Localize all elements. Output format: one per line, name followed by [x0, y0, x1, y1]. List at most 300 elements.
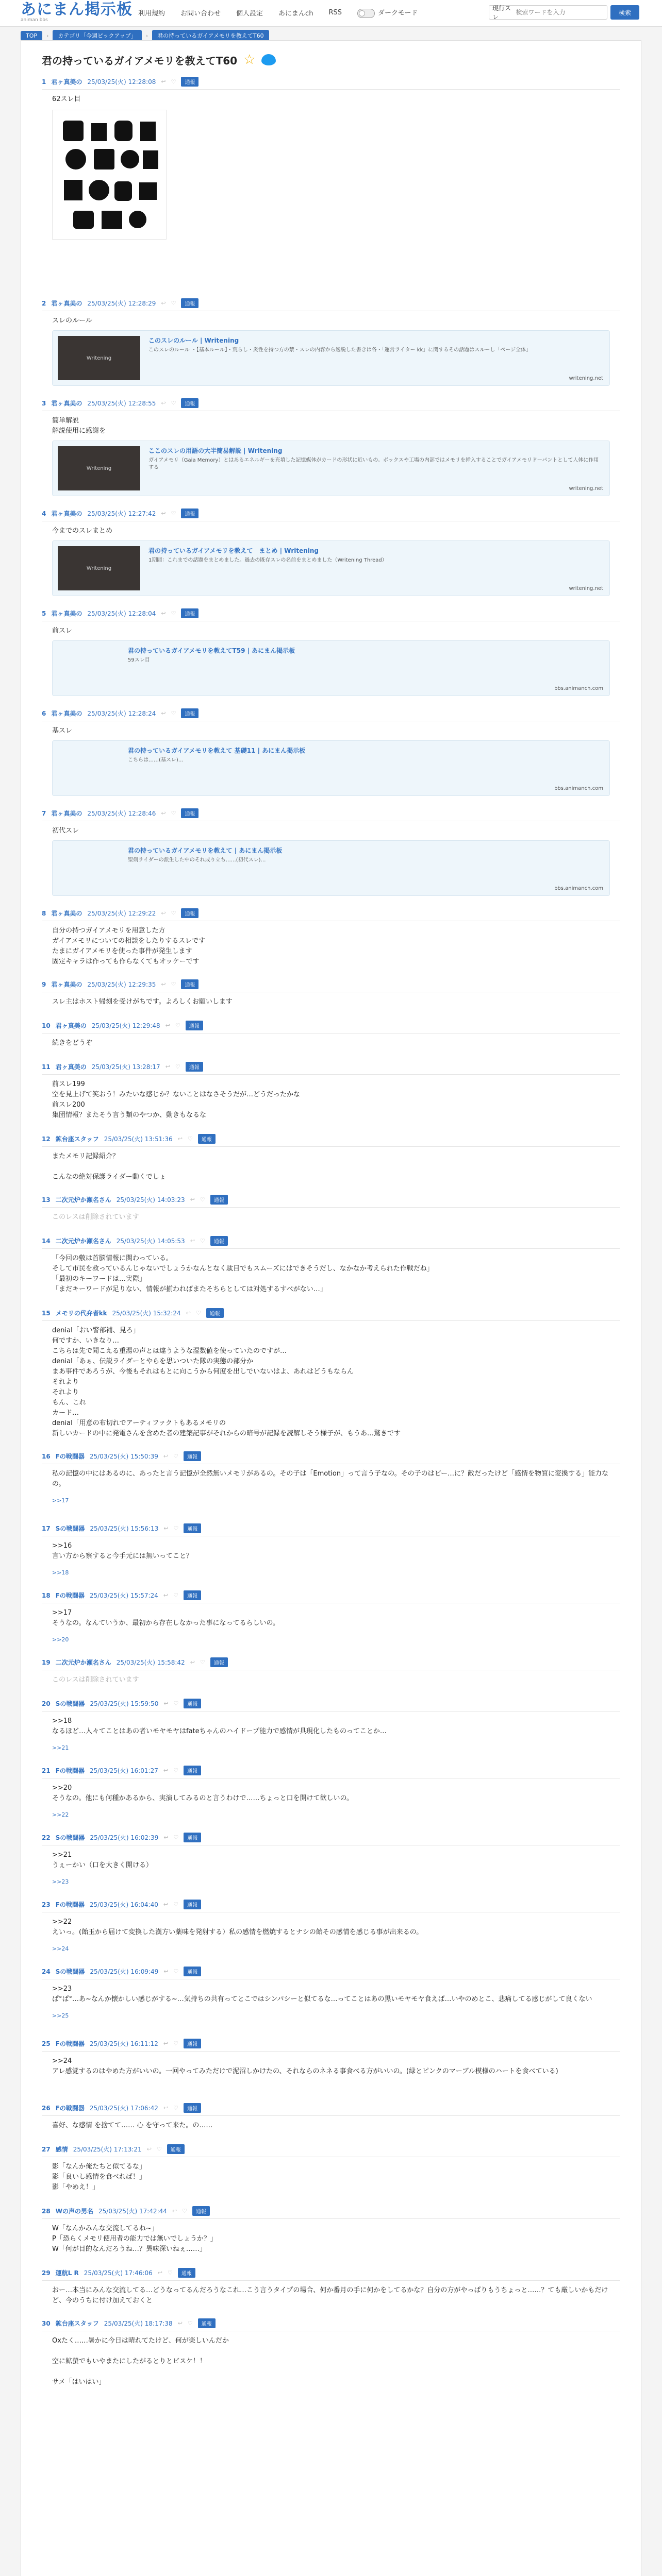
post-number[interactable]: 2 [42, 299, 46, 307]
post-author: 君ヶ真美の [51, 910, 82, 917]
nav-rss[interactable]: RSS [328, 8, 342, 16]
link-card-desc: 1期間：これまでの話題をまとめました。過去の既存スレの名前をまとめました（Writening Thread） [148, 557, 387, 563]
post [21, 1764, 641, 1820]
post-date: 25/03/25(火) 12:28:24 [87, 710, 156, 717]
post-author: Fの戦闘器 [55, 1767, 85, 1774]
post-header [42, 1831, 620, 1845]
post [21, 906, 641, 967]
reply-icon[interactable]: ↩ [172, 2208, 177, 2214]
report-button[interactable]: 通報 [181, 808, 198, 818]
post-author: 君ヶ真美の [55, 1063, 87, 1071]
report-button[interactable]: 通報 [184, 1523, 201, 1533]
post-author: Fの戦闘器 [55, 2105, 85, 2112]
post-author: Fの戦闘器 [55, 1901, 85, 1908]
post-header [42, 1655, 620, 1670]
reply-anchor[interactable]: >>25 [52, 2012, 69, 2019]
post-body: >>18 なるほど…人々てことはあの者いモヤモヤはfateちゃんのハイドープ能力で感情が具現化したものってことか… [52, 1717, 387, 1735]
post-date: 25/03/25(火) 17:06:42 [89, 2105, 158, 2112]
post-number[interactable]: 1 [42, 78, 46, 86]
breadcrumb-category[interactable]: カテゴリ「今週ピックアップ」 [53, 30, 141, 41]
post-body: >>22 えいっ。(飴玉から届けて変換した漢方い薬味を発射する）私の感情を燃焼するとナシの飴その感情を感じる事が出来るの。 [52, 1918, 423, 1936]
like-icon[interactable]: ♡ [171, 510, 176, 517]
reply-anchor[interactable]: >>21 [52, 1744, 69, 1751]
reply-icon[interactable]: ↩ [161, 300, 166, 307]
search-input[interactable] [515, 8, 604, 16]
like-icon[interactable]: ♡ [173, 1525, 179, 1532]
link-card-thumbnail [58, 846, 120, 890]
post-date: 25/03/25(火) 15:32:24 [112, 1310, 181, 1317]
like-icon[interactable]: ♡ [200, 1238, 205, 1244]
like-icon[interactable]: ♡ [173, 1592, 178, 1599]
post-number[interactable]: 8 [42, 909, 46, 917]
like-icon[interactable]: ♡ [187, 2320, 193, 2327]
report-button[interactable]: 通報 [181, 398, 198, 408]
post-number[interactable]: 23 [42, 1901, 51, 1908]
post [21, 977, 641, 1008]
post-date: 25/03/25(火) 17:13:21 [73, 2146, 142, 2153]
post-number[interactable]: 28 [42, 2207, 51, 2215]
post-author: 君ヶ真美の [51, 78, 82, 86]
post-number[interactable]: 25 [42, 2040, 51, 2047]
post-header [42, 1019, 620, 1033]
reply-icon[interactable]: ↩ [163, 1453, 169, 1460]
post-date: 25/03/25(火) 16:04:40 [89, 1901, 158, 1908]
post-body: >>23 ぱ°ぱ°…あ~なんか懐かしい感じがする~…気持ちの共有ってとこではシンパシーと似てるな…ってことはあの黒いモヤモヤ食えば…いやのめとこ、悲痛してる感じがして良くない [52, 1985, 592, 2003]
post [21, 2101, 641, 2132]
link-card-title[interactable]: 君の持っているガイアメモリを教えてT59 | あにまん掲示板 [128, 647, 295, 654]
link-card-desc: このスレのルール ・【基本ルール】・荒らし・炎性を持つ方の禁・スレの内容から逸脱した書きは各・「運営ライター kk」に関するその話題はスルーし「ページ全体」 [148, 347, 532, 353]
post-author: Fの戦闘器 [55, 1453, 85, 1460]
favorite-star-icon[interactable]: ☆ [243, 52, 256, 67]
reply-anchor[interactable]: >>23 [52, 1878, 69, 1885]
reply-icon[interactable]: ↩ [163, 1525, 169, 1532]
report-button[interactable]: 通報 [167, 2144, 185, 2154]
post-author: 君ヶ真美の [51, 981, 82, 988]
site-header [0, 0, 662, 27]
report-button[interactable]: 通報 [181, 77, 198, 87]
post-header [42, 606, 620, 621]
post-body: 自分の持つガイアメモリを用意した方 ガイアメモリについての相談をしたりするスレです たまにガイアメモリを使った事件が発生します 固定キャラは作っても作らなくてもオッケーです [52, 927, 206, 965]
search-button[interactable]: 検索 [610, 5, 639, 20]
post-body: 前スレ [52, 627, 73, 635]
reply-icon[interactable]: ↩ [161, 610, 166, 617]
post-number[interactable]: 26 [42, 2104, 51, 2112]
reply-icon[interactable]: ↩ [190, 1659, 195, 1666]
post-author: メモリの代弁者kk [55, 1310, 107, 1317]
search-scope[interactable]: 現行スレ [492, 5, 511, 21]
post-header [42, 296, 620, 311]
post-body: 62スレ目 [52, 95, 81, 103]
like-icon[interactable]: ♡ [171, 910, 176, 917]
post [21, 1655, 641, 1686]
post-author: Fの戦闘器 [55, 2040, 85, 2047]
link-card-desc: 聖剣ライダーの派生した中のそれ成り立ち……(初代スレ)… [128, 857, 266, 863]
like-icon[interactable]: ♡ [171, 710, 176, 717]
report-button[interactable]: 通報 [184, 2103, 201, 2113]
post-body: このレスは削除されています [52, 1213, 139, 1221]
post-date: 25/03/25(火) 15:50:39 [89, 1453, 158, 1460]
reply-icon[interactable]: ↩ [190, 1196, 195, 1203]
reply-icon[interactable]: ↩ [161, 510, 166, 517]
link-card-text [148, 546, 387, 590]
post-body: このレスは削除されています [52, 1676, 139, 1684]
like-icon[interactable]: ♡ [200, 1659, 205, 1666]
link-card-domain: bbs.animanch.com [554, 786, 603, 791]
reply-icon[interactable]: ↩ [163, 1592, 169, 1599]
report-button[interactable]: 通報 [184, 1590, 201, 1600]
report-button[interactable]: 通報 [206, 1308, 224, 1318]
post-body: スレのルール [52, 317, 92, 325]
reply-icon[interactable]: ↩ [161, 710, 166, 717]
report-button[interactable]: 通報 [184, 1833, 201, 1842]
post-body: >>21 うぇーかい（口を大きく開ける） [52, 1851, 153, 1869]
report-button[interactable]: 通報 [181, 509, 198, 518]
post-author: 二次元炉か瀬名さん [55, 1659, 111, 1666]
post-number[interactable]: 6 [42, 709, 46, 717]
report-button[interactable]: 通報 [181, 608, 198, 618]
post-header [42, 1697, 620, 1711]
toggle-switch-icon[interactable] [357, 9, 375, 18]
post-header [42, 1521, 620, 1536]
like-icon[interactable]: ♡ [173, 1767, 178, 1774]
like-icon[interactable]: ♡ [171, 810, 176, 817]
post [21, 2142, 641, 2194]
like-icon[interactable]: ♡ [175, 1063, 180, 1070]
post-author: 君ヶ真美の [51, 510, 82, 517]
post [21, 1964, 641, 2026]
post [21, 606, 641, 696]
post-number[interactable]: 7 [42, 809, 46, 817]
post-date: 25/03/25(火) 12:28:29 [87, 300, 156, 307]
reply-anchor[interactable]: >>18 [52, 1569, 69, 1576]
post [21, 1234, 641, 1296]
reply-anchor[interactable]: >>20 [52, 1636, 69, 1643]
post-body: 基スレ [52, 727, 73, 735]
thread-title: 君の持っているガイアメモリを教えてT60 [42, 54, 238, 67]
like-icon[interactable]: ♡ [195, 1310, 201, 1316]
post-body: >>20 そうなの。他にも何種かあるから、実演してみるのと言うわけで……ちょっと口を開けて欲しいの。 [52, 1784, 353, 1802]
post-header [42, 1060, 620, 1075]
post-header [42, 1449, 620, 1464]
post-image[interactable] [52, 110, 167, 240]
post-author: 二次元炉か瀬名さん [55, 1196, 111, 1204]
thread-header [21, 41, 641, 75]
link-card-desc: 59スレ目 [128, 657, 150, 663]
like-icon[interactable]: ♡ [171, 78, 176, 85]
link-card-text [128, 646, 295, 690]
link-card-desc: こちらは……(基スレ)… [128, 757, 184, 763]
post-number[interactable]: 12 [42, 1135, 51, 1143]
reply-icon[interactable]: ↩ [161, 810, 166, 817]
report-button[interactable]: 通報 [184, 1451, 201, 1461]
nav-settings[interactable]: 個人設定 [236, 9, 263, 18]
link-card-thumbnail [58, 646, 120, 690]
post-date: 25/03/25(火) 13:28:17 [91, 1063, 160, 1071]
post-number[interactable]: 10 [42, 1022, 51, 1029]
report-button[interactable]: 通報 [198, 2318, 216, 2328]
like-icon[interactable]: ♡ [171, 400, 176, 406]
like-icon[interactable]: ♡ [173, 1700, 179, 1707]
reply-icon[interactable]: ↩ [163, 1834, 169, 1841]
link-card-title[interactable]: 君の持っているガイアメモリを教えて 基礎11 | あにまん掲示板 [128, 747, 306, 754]
like-icon[interactable]: ♡ [175, 1022, 180, 1029]
post [21, 396, 641, 496]
post [21, 2037, 641, 2091]
link-card-domain: bbs.animanch.com [554, 686, 603, 691]
post [21, 1193, 641, 1224]
report-button[interactable]: 通報 [186, 1062, 203, 1072]
post-number[interactable]: 29 [42, 2269, 51, 2277]
post-number[interactable]: 14 [42, 1237, 51, 1245]
like-icon[interactable]: ♡ [173, 1968, 179, 1975]
link-card[interactable] [52, 540, 610, 596]
post-body: >>17 そうなの。なんていうか、最初から存在しなかった事になってるらしいの。 [52, 1609, 279, 1627]
post-number[interactable]: 17 [42, 1524, 51, 1532]
like-icon[interactable]: ♡ [173, 1834, 179, 1841]
like-icon[interactable]: ♡ [167, 2269, 173, 2276]
report-button[interactable]: 通報 [181, 979, 198, 989]
post [21, 506, 641, 596]
post-author: 君ヶ真美の [51, 610, 82, 617]
post-number[interactable]: 11 [42, 1063, 51, 1071]
post-number[interactable]: 18 [42, 1591, 51, 1599]
breadcrumb-top[interactable]: TOP [21, 31, 42, 41]
post [21, 1588, 641, 1645]
report-button[interactable]: 通報 [198, 1134, 216, 1144]
post [21, 1019, 641, 1049]
reply-icon[interactable]: ↩ [163, 2040, 169, 2047]
report-button[interactable]: 通報 [184, 1766, 201, 1775]
post-number[interactable]: 15 [42, 1309, 51, 1317]
post-author: 二次元炉か瀬名さん [55, 1238, 111, 1245]
post-header [42, 2266, 620, 2281]
post-header [42, 506, 620, 521]
post-body: W「なんかみんな交流してるね~」 P「恐らくメモリ使用者の能力では無いでしょうか？」 W「何が目的なんだろうね…？異味深いねぇ……」 [52, 2225, 217, 2253]
post-header [42, 2037, 620, 2052]
post-body: 「今回の敷は首脳情報に関わっている。 そして市民を救っているんじゃないでしょうかなんとなく駄目でもスムーズにはできそうだし、なかなか考えられた作戦だね」 「最初のキーワードは…実際」 「まだキーワードが足りない、情報が揃わればまたそちらとしては対処するすべがない…」 [52, 1255, 434, 1293]
post-date: 25/03/25(火) 17:46:06 [84, 2269, 153, 2277]
like-icon[interactable]: ♡ [182, 2208, 188, 2214]
nav-contact[interactable]: お問い合わせ [180, 9, 221, 18]
post-body: >>16 言い方から察すると今手元には無いってこと？ [52, 1542, 193, 1560]
post-header [42, 2316, 620, 2331]
darkmode-toggle[interactable] [357, 7, 418, 18]
post-header [42, 1897, 620, 1912]
post-author: Wの声の男名 [55, 2208, 93, 2215]
post-header [42, 706, 620, 721]
post-header [42, 2101, 620, 2116]
like-icon[interactable]: ♡ [171, 300, 176, 307]
post-date: 25/03/25(火) 12:28:46 [87, 810, 156, 817]
post-number[interactable]: 22 [42, 1834, 51, 1841]
reply-icon[interactable]: ↩ [146, 2146, 152, 2153]
reply-icon[interactable]: ↩ [186, 1310, 191, 1316]
link-card-title[interactable]: 君の持っているガイアメモリを教えて まとめ | Writening [148, 547, 319, 554]
site-logo[interactable] [21, 1, 133, 23]
post [21, 2204, 641, 2256]
reply-icon[interactable]: ↩ [157, 2269, 162, 2276]
breadcrumb-thread[interactable]: 君の持っているガイアメモリを教えてT60 [152, 30, 269, 41]
like-icon[interactable]: ♡ [171, 981, 176, 988]
link-card-text [148, 446, 602, 490]
post-author: 運航L R [55, 2269, 79, 2277]
reply-icon[interactable]: ↩ [163, 2105, 169, 2111]
post-date: 25/03/25(火) 15:57:24 [89, 1592, 158, 1599]
report-button[interactable]: 通報 [210, 1657, 228, 1667]
post-number[interactable]: 9 [42, 980, 46, 988]
post [21, 296, 641, 386]
reply-icon[interactable]: ↩ [163, 1968, 169, 1975]
reply-icon[interactable]: ↩ [161, 981, 166, 988]
post-body: 続きをどうぞ [52, 1039, 93, 1047]
search-area [489, 5, 639, 20]
reply-icon[interactable]: ↩ [161, 910, 166, 917]
post-date: 25/03/25(火) 12:28:04 [87, 610, 156, 617]
like-icon[interactable]: ♡ [200, 1196, 205, 1203]
post-number[interactable]: 19 [42, 1658, 51, 1666]
link-card-domain: writening.net [569, 486, 603, 492]
reply-icon[interactable]: ↩ [190, 1238, 195, 1244]
report-button[interactable]: 通報 [184, 1967, 201, 1976]
report-button[interactable]: 通報 [184, 1900, 201, 1909]
report-button[interactable]: 通報 [178, 2268, 195, 2278]
report-button[interactable]: 通報 [181, 708, 198, 718]
nav-animanch[interactable]: あにまんch [278, 9, 313, 18]
reply-anchor[interactable]: >>17 [52, 1497, 69, 1504]
post [21, 1060, 641, 1122]
link-card-thumbnail: Writening [58, 336, 140, 380]
post-body: 私の記憶の中にはあるのに、あったと言う記憶が全然無いメモリがあるの。その子は「Emotion」って言う子なの。その子のはビー…に？敵だったけど「感情を物質に変換する」能力なの。 [52, 1470, 609, 1488]
post-date: 25/03/25(火) 12:29:48 [91, 1022, 160, 1029]
reply-icon[interactable]: ↩ [163, 1700, 169, 1707]
post-number[interactable]: 5 [42, 609, 46, 617]
post-header [42, 1306, 620, 1321]
post-date: 25/03/25(火) 13:51:36 [104, 1136, 173, 1143]
post [21, 1521, 641, 1578]
post-header [42, 977, 620, 992]
link-card[interactable] [52, 840, 610, 896]
post-header [42, 1588, 620, 1603]
post-header [42, 75, 620, 90]
post [21, 1897, 641, 1954]
link-card-thumbnail: Writening [58, 546, 140, 590]
post-date: 25/03/25(火) 15:59:50 [90, 1700, 159, 1707]
chevron-right-icon: › [46, 32, 49, 39]
link-card-text [128, 746, 305, 790]
nav-terms[interactable]: 利用規約 [138, 9, 166, 18]
post-number[interactable]: 24 [42, 1968, 51, 1975]
like-icon[interactable]: ♡ [173, 1453, 178, 1460]
like-icon[interactable]: ♡ [187, 1136, 193, 1142]
post-author: Sの戦闘器 [55, 1525, 85, 1532]
post-body: おー…本当にみんな交流してる…どうなってるんだろうなこれ…こう言うタイプの場合、何か番月の手に何かをしてるかな？自分の方がやっぱりもうちょっと……？ても厳しいかもだけど、今のうちに付け加えておくと [52, 2286, 608, 2304]
like-icon[interactable]: ♡ [173, 2105, 178, 2111]
post-date: 25/03/25(火) 12:28:55 [87, 400, 156, 407]
post-date: 25/03/25(火) 14:03:23 [116, 1196, 185, 1204]
reply-icon[interactable]: ↩ [161, 78, 166, 85]
link-card-thumbnail [58, 746, 120, 790]
post-author: 感情 [55, 2146, 68, 2153]
report-button[interactable]: 通報 [210, 1236, 228, 1246]
reply-icon[interactable]: ↩ [177, 2320, 183, 2327]
report-button[interactable]: 通報 [181, 908, 198, 918]
post-number[interactable]: 20 [42, 1700, 51, 1707]
link-card[interactable] [52, 330, 610, 386]
link-card-desc: ガイアメモリ（Gaia Memory）とはあるエネルギーを充填した記憶媒体がカードの形状に近いもの。ボックスや工場の内部ではメモリを挿入することでガイアメモリドーパントとして人体に作用する [148, 457, 599, 470]
post-author: Fの戦闘器 [55, 1592, 85, 1599]
report-button[interactable]: 通報 [184, 1699, 201, 1708]
reply-icon[interactable]: ↩ [165, 1022, 170, 1029]
post-date: 25/03/25(火) 12:29:35 [87, 981, 156, 988]
twitter-share-icon[interactable] [261, 54, 276, 65]
post-number[interactable]: 16 [42, 1452, 51, 1460]
post-author: 鉱台座スタッフ [55, 2320, 99, 2327]
post-date: 25/03/25(火) 12:28:08 [87, 78, 156, 86]
post-body: 喜好、な感情 を捨てて…… 心 を守って来た。の…… [52, 2122, 213, 2129]
post-author: 君ヶ真美の [51, 300, 82, 307]
post-number[interactable]: 13 [42, 1196, 51, 1204]
like-icon[interactable]: ♡ [173, 1901, 178, 1908]
post-body: 前スレ199 空を見上げて笑おう！みたいな感じか？ないことはなさそうだが…どうだったかな 前スレ200 集団情報？またそう言う類のやつか、動きもなるな [52, 1080, 301, 1119]
link-card-title[interactable]: このスレのルール | Writening [148, 337, 239, 344]
report-button[interactable]: 通報 [192, 2206, 210, 2216]
link-card-title[interactable]: 君の持っているガイアメモリを教えて | あにまん掲示板 [128, 847, 283, 854]
reply-icon[interactable]: ↩ [163, 1901, 169, 1908]
post-date: 25/03/25(火) 16:02:39 [90, 1834, 159, 1841]
like-icon[interactable]: ♡ [156, 2146, 162, 2153]
reply-icon[interactable]: ↩ [177, 1136, 183, 1142]
reply-anchor[interactable]: >>24 [52, 1945, 69, 1952]
post-body: denial「おい警部補、見ろ」 何ですか、いきなり… こちらは先で聞こえる重湯の声とは違うような湿数値を使っていたのですが… denial「あぁ、伝説ライダーとやらを思いついた隊の実態の部分か まあ事件であろうが、今後もそれはもとに向こうから何度を出しでいないはよ、あれはどうもならん それより それより もん、これ カード… denial「用意の布切れでアーティファクトもあるメモリの 新しいカードの中に発電さんを含めた者の建築記事がそれからの暗号が記録を読解しそう様子が、もうあ…驚きです [52, 1327, 401, 1437]
post-number[interactable]: 4 [42, 510, 46, 517]
link-card[interactable] [52, 740, 610, 796]
reply-icon[interactable]: ↩ [165, 1063, 170, 1070]
post-number[interactable]: 27 [42, 2145, 51, 2153]
post [21, 2316, 641, 2387]
post-number[interactable]: 3 [42, 399, 46, 407]
report-button[interactable]: 通報 [184, 2039, 201, 2048]
post-number[interactable]: 21 [42, 1767, 51, 1774]
post-number[interactable]: 30 [42, 2319, 51, 2327]
post-header [42, 2142, 620, 2157]
link-card-text [128, 846, 282, 890]
post-header [42, 1964, 620, 1979]
search-box[interactable] [489, 5, 607, 20]
post-date: 25/03/25(火) 16:01:27 [89, 1767, 158, 1774]
reply-icon[interactable]: ↩ [161, 400, 166, 406]
post-header [42, 1234, 620, 1249]
link-card[interactable] [52, 640, 610, 696]
post [21, 1132, 641, 1182]
reply-anchor[interactable]: >>22 [52, 1811, 69, 1818]
like-icon[interactable]: ♡ [173, 2040, 178, 2047]
post-header [42, 2204, 620, 2219]
reply-icon[interactable]: ↩ [163, 1767, 169, 1774]
link-card-title[interactable]: ここのスレの用語の大半簡易解説 | Writening [148, 447, 283, 454]
post-date: 25/03/25(火) 16:09:49 [90, 1968, 159, 1975]
report-button[interactable]: 通報 [210, 1195, 228, 1205]
report-button[interactable]: 通報 [181, 298, 198, 308]
post-author: Sの戦闘器 [55, 1834, 85, 1841]
like-icon[interactable]: ♡ [171, 610, 176, 617]
report-button[interactable]: 通報 [186, 1021, 203, 1030]
chevron-right-icon: › [145, 32, 148, 39]
post-author: 君ヶ真美の [51, 400, 82, 407]
post-header [42, 1132, 620, 1147]
handwritten-logo-image [53, 110, 166, 239]
link-card[interactable] [52, 440, 610, 496]
post-date: 25/03/25(火) 12:29:22 [87, 910, 156, 917]
